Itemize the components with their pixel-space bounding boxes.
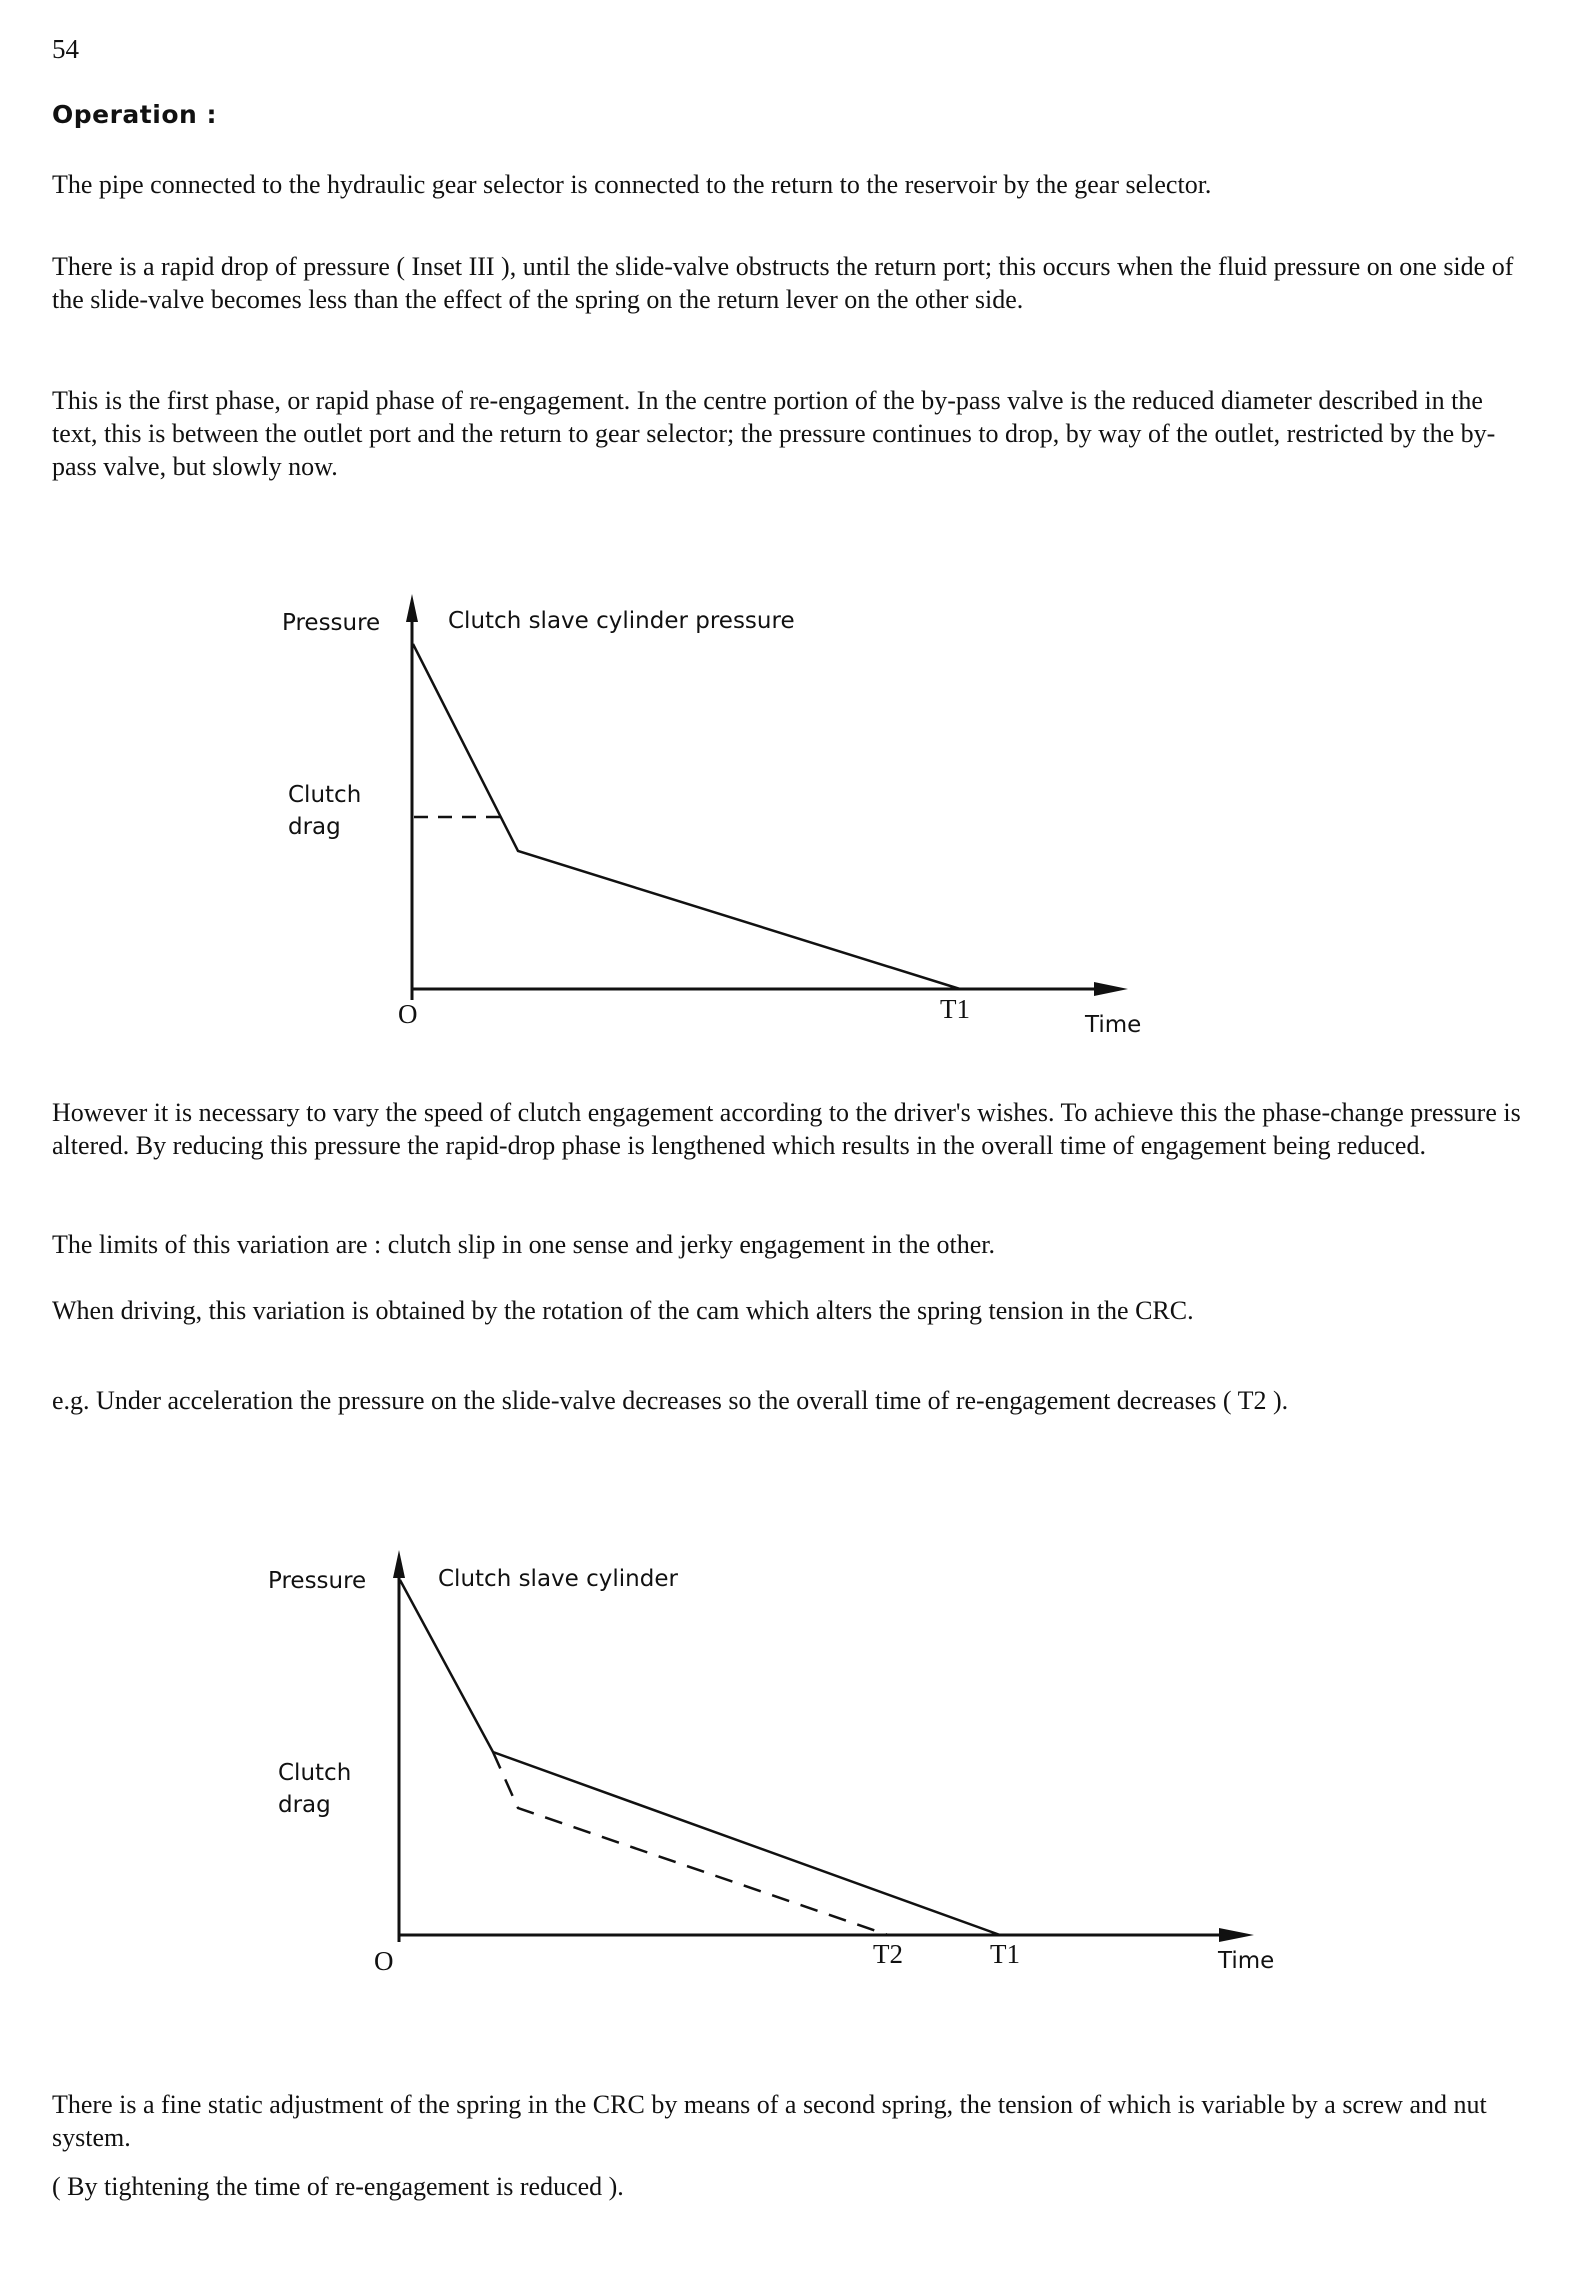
clutch-drag-label-line1: Clutch <box>288 782 362 808</box>
t2-label: T2 <box>873 1939 903 1969</box>
pressure-curve-normal <box>400 1580 1000 1935</box>
paragraph-2: There is a rapid drop of pressure ( Inset III ), until the slide-valve obstructs the return port; this occurs when the fluid pressure on one side of the slide-valve becomes less than the effect of the spring on the return lever on the other side. <box>52 252 1514 314</box>
clutch-drag-label-line2: drag <box>278 1792 331 1818</box>
y-axis-arrow-icon <box>406 594 418 622</box>
paragraph-1: The pipe connected to the hydraulic gear selector is connected to the return to the reservoir by the gear selector. <box>52 170 1212 199</box>
t1-label: T1 <box>990 1939 1020 1969</box>
diagram-title: Clutch slave cylinder pressure <box>448 608 795 634</box>
y-axis-label: Pressure <box>268 1568 367 1594</box>
pressure-curve-reduced <box>493 1752 888 1935</box>
origin-label: O <box>398 999 418 1029</box>
section-heading: Operation : <box>52 100 217 129</box>
diagram-clutch-pressure-1 <box>0 580 1585 1040</box>
clutch-drag-label-line2: drag <box>288 814 341 840</box>
paragraph-5: The limits of this variation are : clutch slip in one sense and jerky engagement in the other. <box>52 1230 995 1259</box>
paragraph-8: There is a fine static adjustment of the spring in the CRC by means of a second spring, the tension of which is variable by a screw and nut system. <box>52 2090 1487 2152</box>
paragraph-6: When driving, this variation is obtained by the rotation of the cam which alters the spring tension in the CRC. <box>52 1296 1194 1325</box>
x-axis-arrow-icon <box>1219 1928 1254 1942</box>
page-number: 54 <box>52 34 79 64</box>
x-axis-label: Time <box>1218 1948 1275 1974</box>
clutch-drag-label-line1: Clutch <box>278 1760 352 1786</box>
x-axis-arrow-icon <box>1094 982 1128 996</box>
paragraph-9: ( By tightening the time of re-engagement is reduced ). <box>52 2172 624 2201</box>
x-axis-label: Time <box>1085 1012 1142 1038</box>
origin-label: O <box>374 1946 394 1976</box>
diagram-clutch-pressure-2 <box>0 1540 1585 1980</box>
diagram-title: Clutch slave cylinder <box>438 1566 678 1592</box>
t1-label: T1 <box>940 994 970 1024</box>
paragraph-4: However it is necessary to vary the speed of clutch engagement according to the driver's wishes. To achieve this the phase-change pressure is altered. By reducing this pressure the rapid-drop phase is lengthened which results in the overall time of engagement being reduced. <box>52 1098 1521 1160</box>
y-axis-arrow-icon <box>393 1550 405 1578</box>
y-axis-label: Pressure <box>282 610 381 636</box>
paragraph-7: e.g. Under acceleration the pressure on the slide-valve decreases so the overall time of re-engagement decreases ( T2 ). <box>52 1386 1289 1415</box>
paragraph-3: This is the first phase, or rapid phase of re-engagement. In the centre portion of the by-pass valve is the reduced diameter described in the text, this is between the outlet port and the return to gear selector; the pressure continues to drop, by way of the outlet, restricted by the by-pass valve, but slowly now. <box>52 386 1496 481</box>
